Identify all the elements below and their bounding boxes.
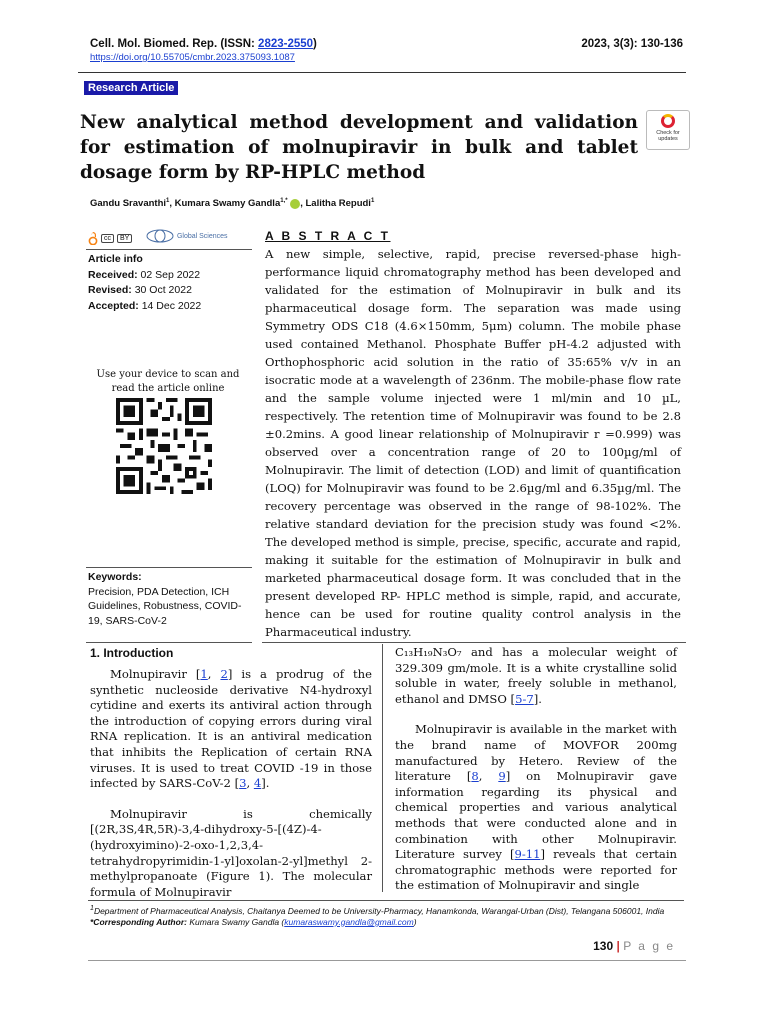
accepted-date: 14 Dec 2022 (141, 299, 202, 312)
doi-link-container (90, 52, 295, 63)
citation-link[interactable]: 8 (471, 769, 479, 784)
footnote-rule (88, 900, 684, 901)
journal-name: Cell. Mol. Biomed. Rep. (ISSN: (90, 38, 259, 50)
author-3: , Lalitha Repudi (300, 198, 371, 210)
license-badges[interactable] (88, 230, 132, 246)
orcid-icon[interactable] (290, 199, 300, 209)
author-1-sup: 1 (166, 198, 170, 204)
affiliation-note (90, 903, 686, 917)
journal-citation (90, 38, 317, 50)
author-2: , Kumara Swamy Gandla (169, 198, 281, 210)
keywords-box (88, 570, 248, 628)
accepted-label: Accepted: (88, 299, 139, 312)
text-span: , (478, 769, 499, 784)
sidebar-rule-top (86, 249, 252, 250)
cc-badge: cc (101, 234, 114, 243)
citation-link[interactable]: 3 (239, 776, 247, 791)
open-access-icon (88, 231, 98, 245)
by-badge: BY (117, 234, 132, 243)
molecular-formula: C₁₃H₁₉N₃O₇ (395, 645, 462, 659)
global-sciences-logo (145, 229, 228, 243)
sidebar-rule-bottom (86, 642, 252, 643)
citation-link[interactable]: 2 (220, 667, 228, 681)
text-span: ] reveals that certain chromatographic methods were reported for the estimation of Molnupiravir and single (395, 847, 677, 893)
sidebar-rule-mid (86, 567, 252, 568)
citation-link[interactable]: 1 (200, 667, 208, 681)
text-span: ] on Molnupiravir gave information regarding its physical and chemical properties and various analytical methods that were conducted alone and in combination with other Molnupiravir. Literature survey [ (395, 769, 677, 862)
check-label-1: Check for (656, 130, 680, 136)
author-3-sup: 1 (370, 198, 375, 204)
intro-paragraph-3 (395, 645, 677, 707)
scan-instructions: Use your device to scan and read the article online (96, 369, 240, 394)
corresponding-author-note (90, 917, 686, 928)
check-for-updates-button[interactable] (646, 110, 690, 150)
citation-link[interactable]: 4 (253, 776, 262, 791)
page-label: P a g e (623, 939, 675, 953)
text-span: Molnupiravir is available in the market with the brand name of MOVFOR 200mg manufactured by Hetero. Review of the literature [ (395, 722, 677, 784)
bookmark-icon (661, 114, 675, 128)
issn-link[interactable]: 2823-2550 (258, 38, 314, 50)
globe-icon (145, 229, 175, 243)
citation-link[interactable]: 5-7 (515, 691, 534, 706)
text-span: and has a molecular weight of 329.309 gm/mole. It is a white crystalline solid soluble in water, freely soluble in methanol, ethanol and DMSO [ (395, 645, 677, 706)
text-span: Molnupiravir [ (110, 667, 201, 681)
affiliation-sup: 1 (90, 904, 94, 912)
text-span: ) (413, 916, 417, 927)
article-info (88, 252, 248, 314)
column-divider (382, 644, 383, 892)
abstract-text: A new simple, selective, rapid, precise reversed-phase high-performance liquid chromatography method has been developed and validated for the estimation of Molnupiravir in bulk and its pharmaceutical dosage form. The separation was made using Symmetry ODS C18 (4.6×150mm, 5μm) column. The mobile phase used contained Methanol. Phosphate Buffer pH-4.2 adjusted with Orthophosphoric acid solution in the ratio of 35:65% v/v in an isocratic mode at a wavelength of 236nm. The mobile-phase flow rate and the sample volume injected were 1 ml/min and 10 µL, respectively. The retention time of Molnupiravir was found to be 2.8 ±0.2mins. A good linear relationship of Molnupiravir r =0.999) was observed over a concentration range of 20 to 100µg/ml of Molnupiravir. The limit of detection (LOD) and limit of quantification (LOQ) for Molnupiravir was found to be 2.6µg/ml and 6.35µg/ml. The recovery percentage was observed in the range of 98-102%. The relative standard deviation for the precision study was found <2%. The developed method is simple, precise, specific, accurate and rapid, making it suitable for the estimation of Molnupiravir in bulk and marketed pharmaceutical dosage form. It was concluded that in the present developed RP- HPLC method is simple, rapid, and accurate, hence can be used for routine quality control analysis in the Pharmaceutical industry. (265, 247, 681, 639)
affiliation-text: Department of Pharmaceutical Analysis, Chaitanya Deemed to be University-Pharmacy, Hanamkonda, Warangal-Urban (Dist), Telangana 506001, India (93, 905, 665, 916)
intro-column-left (90, 667, 372, 900)
doi-link[interactable]: https://doi.org/10.55705/cmbr.2023.375093.1087 (90, 52, 295, 63)
page-rule (88, 960, 686, 961)
text-span: ]. (261, 776, 270, 791)
corresponding-email-link[interactable]: kumaraswamy.gandla@gmail.com (284, 916, 414, 927)
page-number (593, 939, 675, 953)
journal-suffix: ) (313, 38, 317, 50)
footnote (90, 903, 686, 928)
corresponding-label: *Corresponding Author: (90, 916, 187, 927)
qr-code[interactable] (116, 398, 212, 494)
author-2-sup: 1,* (280, 198, 288, 204)
intro-paragraph-1 (90, 667, 372, 792)
text-span: , (207, 667, 221, 681)
citation-link[interactable]: 9 (498, 769, 506, 784)
intro-paragraph-2: Molnupiravir is chemically [(2R,3S,4R,5R)-3,4-dihydroxy-5-[(4Z)-4-(hydroxyimino)-2-oxo-1,2,3,4-tetrahydropyrimidin-1-yl]oxolan-2-yl]methyl 2-methylpropanoate (Figure 1). The molecular formula of Molnupiravir (90, 806, 372, 899)
check-label-2: updates (658, 136, 678, 142)
article-info-heading: Article info (88, 253, 143, 265)
citation-link[interactable]: 9-11 (514, 847, 541, 862)
author-list (90, 198, 374, 209)
intro-column-right (395, 645, 677, 894)
header-rule (78, 72, 686, 73)
section-heading-introduction: 1. Introduction (90, 646, 174, 660)
year-volume: 2023, 3(3): 130-136 (581, 38, 683, 50)
keywords-list: Precision, PDA Detection, ICH Guidelines, Robustness, COVID-19, SARS-CoV-2 (88, 585, 242, 627)
text-span: ]. (533, 691, 542, 706)
keywords-heading: Keywords: (88, 571, 142, 583)
revised-date: 30 Oct 2022 (134, 284, 192, 296)
corresponding-name: Kumara Swamy Gandla ( (186, 916, 285, 927)
page-number-value: 130 (593, 939, 614, 953)
author-1: Gandu Sravanthi (90, 198, 167, 210)
global-sciences-text: Global Sciences (176, 232, 228, 240)
article-title: New analytical method development and validation for estimation of molnupiravir in bulk and tablet dosage form by RP-HPLC method (80, 112, 638, 183)
received-label: Received: (88, 268, 138, 281)
received-date: 02 Sep 2022 (140, 268, 201, 281)
abstract-heading: A B S T R A C T (265, 229, 391, 243)
article-type-badge: Research Article (84, 81, 178, 95)
revised-label: Revised: (88, 284, 132, 296)
text-span: ] is a prodrug of the synthetic nucleoside derivative N4-hydroxyl cytidine and exerts its antiviral action through the introduction of copying errors during viral RNA replication. It is an antiviral medication that inhibits the Replication of certain RNA viruses. It is used to treat COVID -19 in those infected by SARS-CoV-2 [ (90, 667, 372, 791)
page-separator: | (613, 939, 624, 953)
abstract-rule (262, 642, 686, 643)
intro-paragraph-4 (395, 722, 677, 894)
text-span: , (246, 776, 254, 791)
